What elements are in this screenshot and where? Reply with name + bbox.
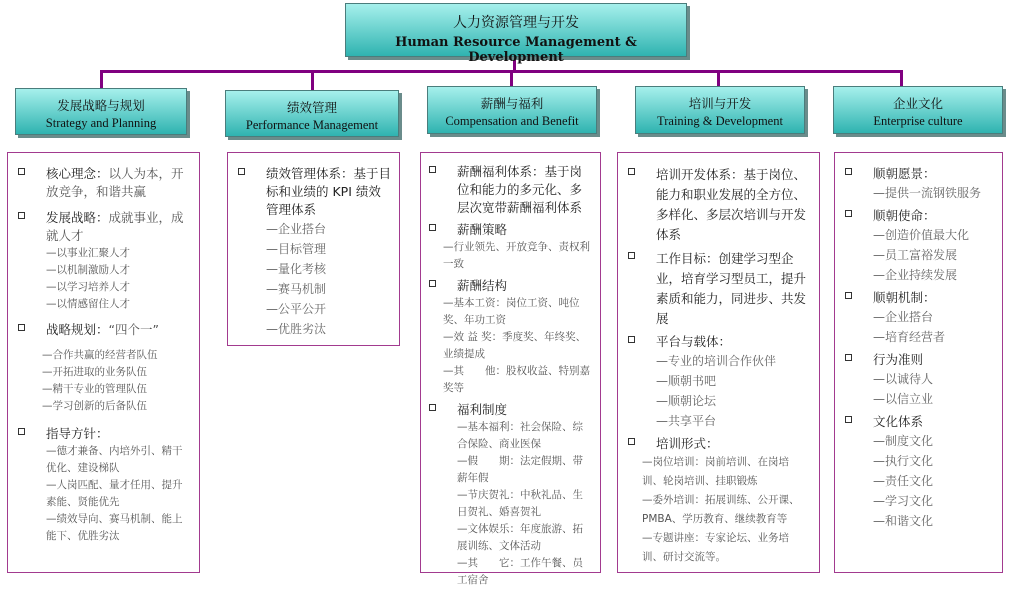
square-bullet-icon (429, 280, 436, 287)
list-item (845, 413, 994, 531)
branch-line (100, 70, 903, 73)
square-bullet-icon (429, 224, 436, 231)
sub-item: —专业的培训合作伙伴 (656, 354, 777, 368)
root-title-zh: 人力资源管理与开发 (453, 15, 579, 31)
square-bullet-icon (628, 252, 635, 259)
panel-training (617, 152, 820, 573)
square-bullet-icon (845, 416, 852, 423)
sub-item: —以诚待人 (873, 372, 934, 386)
category-label-zh: 企业文化 (892, 96, 943, 111)
square-bullet-icon (429, 166, 436, 173)
sub-item: —和谐文化 (873, 514, 934, 528)
category-label-en: Enterprise culture (873, 114, 963, 128)
panel-compensation (420, 152, 601, 586)
root-node (345, 3, 687, 65)
sub-item: —岗位培训：岗前培训、在岗培训、轮岗培训、挂职锻炼 (642, 456, 789, 487)
sub-item: —赛马机制 (266, 282, 327, 296)
item-text: 以人为本，开放竞争，和谐共赢 (46, 166, 184, 199)
square-bullet-icon (429, 404, 436, 411)
list-item (429, 163, 592, 217)
sub-item: —德才兼备、内培外引、精干优化、建设梯队 (46, 445, 183, 474)
sub-item: —精干专业的管理队伍 (42, 383, 147, 395)
square-bullet-icon (845, 292, 852, 299)
list-item (628, 333, 809, 431)
list-item (18, 321, 191, 415)
sub-item: —员工富裕发展 (873, 248, 958, 262)
sub-item: —顺朝书吧 (656, 374, 717, 388)
branch-drop-1 (100, 70, 103, 88)
sub-item: —假 期：法定假期、带薪年假 (457, 455, 583, 484)
square-bullet-icon (628, 438, 635, 445)
sub-item: —人岗匹配、量才任用、提升素能、贤能优先 (46, 479, 183, 508)
sub-item: —公平公开 (266, 302, 327, 316)
list-item (845, 207, 994, 285)
branch-drop-2 (311, 70, 314, 90)
sub-item: —量化考核 (266, 262, 327, 276)
sub-item: —合作共赢的经营者队伍 (42, 349, 158, 361)
square-bullet-icon (238, 168, 245, 175)
list-item (845, 289, 994, 347)
list-item (429, 221, 592, 273)
item-head: 指导方针： (46, 426, 109, 441)
square-bullet-icon (845, 210, 852, 217)
sub-item: —其 它：工作午餐、员工宿舍 (457, 557, 583, 586)
sub-item: —绩效导向、赛马机制、能上能下、优胜劣汰 (46, 513, 183, 542)
sub-item: —目标管理 (266, 242, 327, 256)
category-performance (225, 90, 399, 137)
item-text: “四个一” (108, 322, 159, 337)
sub-item: —委外培训：拓展训练、公开课、PMBA、学历教育、继续教育等 (642, 494, 800, 525)
sub-item: —以情感留住人才 (46, 298, 130, 310)
sub-item: —以信立业 (873, 392, 934, 406)
category-label-zh: 绩效管理 (286, 100, 337, 115)
branch-drop-4 (717, 70, 720, 86)
square-bullet-icon (18, 324, 25, 331)
item-head: 培训形式： (656, 436, 719, 451)
sub-item: —共享平台 (656, 414, 717, 428)
panel-strategy (7, 152, 200, 573)
category-compensation (427, 86, 597, 134)
sub-item: —责任文化 (873, 474, 934, 488)
square-bullet-icon (18, 428, 25, 435)
category-label-zh: 发展战略与规划 (57, 98, 145, 113)
list-item (18, 165, 191, 201)
square-bullet-icon (628, 168, 635, 175)
item-head: 发展战略： (46, 210, 109, 225)
square-bullet-icon (845, 354, 852, 361)
square-bullet-icon (18, 168, 25, 175)
item-head: 薪酬福利体系：基于岗位和能力的多元化、多层次宽带薪酬福利体系 (457, 164, 583, 215)
sub-item: —执行文化 (873, 454, 934, 468)
sub-item: —优胜劣汰 (266, 322, 327, 336)
sub-item: —基本福利：社会保险、综合保险、商业医保 (457, 421, 583, 450)
item-head: 绩效管理体系：基于目标和业绩的 KPI 绩效管理体系 (266, 166, 392, 217)
category-label-zh: 培训与开发 (688, 96, 752, 111)
list-item (18, 425, 191, 545)
list-item (429, 277, 592, 397)
sub-item: —以事业汇聚人才 (46, 247, 130, 259)
sub-item: —制度文化 (873, 434, 934, 448)
sub-item: —企业搭台 (266, 222, 327, 236)
list-item (628, 249, 809, 329)
sub-item: —以学习培养人才 (46, 281, 130, 293)
item-head: 顺朝机制： (873, 290, 936, 305)
item-head: 文化体系 (873, 414, 924, 429)
list-item (628, 435, 809, 567)
list-item (628, 165, 809, 245)
root-title-en: Human Resource Management & Development (395, 35, 637, 65)
item-head: 战略规划： (46, 322, 109, 337)
item-head: 核心理念： (46, 166, 109, 181)
category-label-en: Strategy and Planning (45, 116, 157, 130)
panel-performance (227, 152, 400, 346)
item-head: 顺朝愿景： (873, 166, 936, 181)
square-bullet-icon (628, 336, 635, 343)
sub-item: —企业持续发展 (873, 268, 958, 282)
sub-item: —企业搭台 (873, 310, 934, 324)
item-head: 薪酬结构 (457, 278, 508, 293)
sub-item: —其 他：股权收益、特别嘉奖等 (443, 365, 590, 394)
item-head: 工作目标：创建学习型企业，培育学习型员工，提升素质和能力，同进步、共发展 (656, 251, 807, 326)
branch-drop-3 (510, 70, 513, 86)
category-culture (833, 86, 1003, 134)
category-strategy (15, 88, 187, 135)
sub-item: —学习创新的后备队伍 (42, 400, 147, 412)
sub-item: —效 益 奖：季度奖、年终奖、业绩提成 (443, 331, 587, 360)
sub-item: —学习文化 (873, 494, 934, 508)
list-item (845, 165, 994, 203)
sub-item: —创造价值最大化 (873, 228, 970, 242)
sub-item: —培育经营者 (873, 330, 946, 344)
item-head: 福利制度 (457, 402, 508, 417)
list-item (429, 401, 592, 589)
sub-item: —节庆贺礼：中秋礼品、生日贺礼、婚喜贺礼 (457, 489, 583, 518)
sub-item: —基本工资：岗位工资、吨位奖、年功工资 (443, 297, 580, 326)
category-label-en: Compensation and Benefit (445, 114, 579, 128)
item-head: 顺朝使命： (873, 208, 936, 223)
category-label-en: Performance Management (245, 118, 379, 132)
square-bullet-icon (18, 212, 25, 219)
sub-item: —开拓进取的业务队伍 (42, 366, 147, 378)
item-head: 平台与载体： (656, 334, 732, 349)
item-head: 薪酬策略 (457, 222, 508, 237)
sub-item: —专题讲座：专家论坛、业务培训、研讨交流等。 (642, 532, 789, 563)
branch-drop-5 (900, 70, 903, 86)
sub-item: —以机制激励人才 (46, 264, 130, 276)
list-item (238, 165, 391, 339)
item-head: 行为准则 (873, 352, 924, 367)
list-item (845, 351, 994, 409)
sub-item: —行业领先、开放竞争、责权利一致 (443, 241, 590, 270)
panel-culture (834, 152, 1003, 573)
square-bullet-icon (845, 168, 852, 175)
item-head: 培训开发体系：基于岗位、能力和职业发展的全方位、多样化、多层次培训与开发体系 (656, 167, 807, 242)
category-label-zh: 薪酬与福利 (480, 96, 544, 111)
category-training (635, 86, 805, 134)
category-label-en: Training & Development (657, 114, 783, 128)
item-text: 成就事业，成就人才 (46, 210, 184, 243)
sub-item: —顺朝论坛 (656, 394, 717, 408)
list-item (18, 209, 191, 313)
sub-item: —提供一流钢铁服务 (873, 186, 982, 200)
sub-item: —文体娱乐：年度旅游、拓展训练、文体活动 (457, 523, 583, 552)
